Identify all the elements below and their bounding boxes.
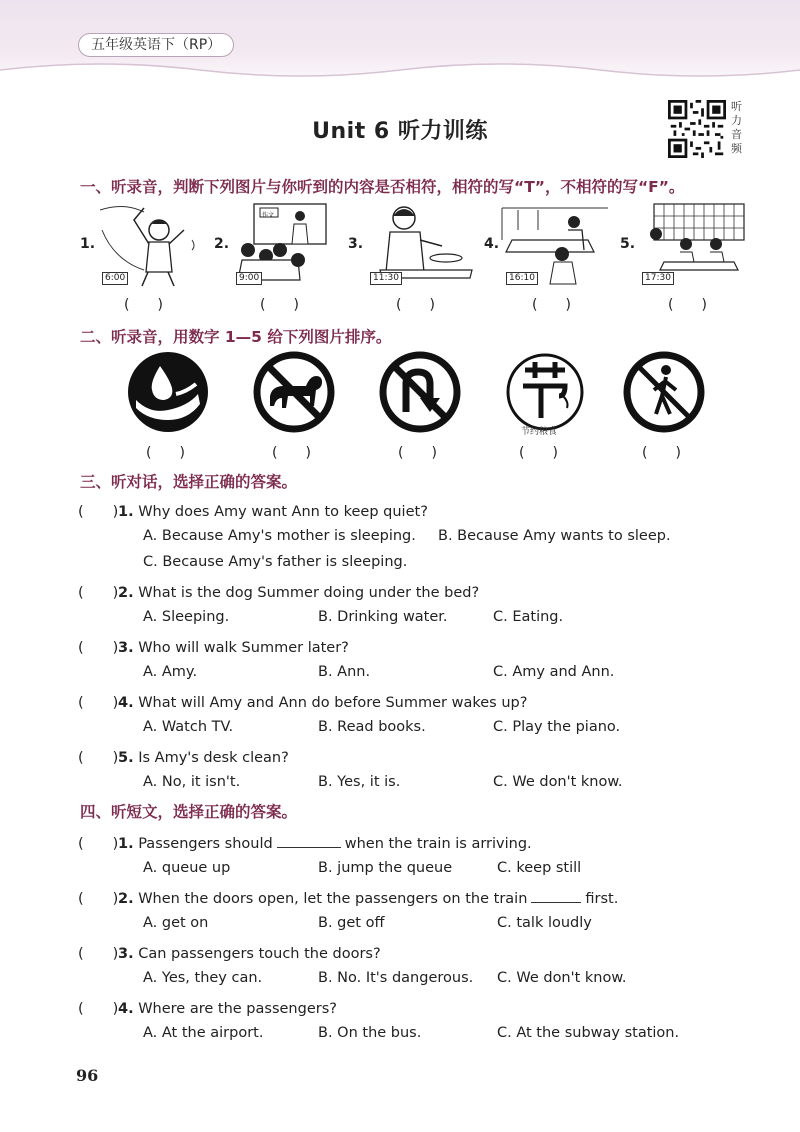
answer-paren[interactable]: ( ) xyxy=(78,695,119,711)
option-a[interactable]: A. queue up xyxy=(143,860,231,876)
option-c[interactable]: C. Because Amy's father is sleeping. xyxy=(143,554,408,570)
option-b[interactable]: B. Ann. xyxy=(318,664,371,680)
question-number: 4. xyxy=(118,695,134,711)
question-number: 3. xyxy=(118,640,134,656)
question-number: 2. xyxy=(118,891,134,907)
option-c[interactable]: C. talk loudly xyxy=(497,915,592,931)
question-text: Can passengers touch the doors? xyxy=(138,946,381,962)
save-food-sign-icon xyxy=(503,350,587,434)
part3-question-1 xyxy=(78,500,428,521)
picture-number: 4. xyxy=(484,236,500,252)
sign-answer-blank-1[interactable]: ( ) xyxy=(146,445,185,461)
page-number: 96 xyxy=(76,1066,99,1085)
water-sign-icon xyxy=(126,350,210,434)
answer-paren[interactable]: ( ) xyxy=(78,946,119,962)
part3-question-4 xyxy=(78,691,527,712)
question-number: 3. xyxy=(118,946,134,962)
picture-4 xyxy=(484,200,612,288)
section-4-heading: 四、听短文，选择正确的答案。 xyxy=(80,803,298,821)
sign-answer-blank-3[interactable]: ( ) xyxy=(398,445,437,461)
option-c[interactable]: C. keep still xyxy=(497,860,582,876)
part4-question-3 xyxy=(78,942,381,963)
time-label: 11:30 xyxy=(370,272,402,285)
picture-1 xyxy=(80,200,208,288)
option-a[interactable]: A. Yes, they can. xyxy=(143,970,263,986)
answer-paren[interactable]: ( ) xyxy=(78,891,119,907)
section-1-heading: 一、听录音，判断下列图片与你听到的内容是否相符，相符的写“T”，不相符的写“F”。 xyxy=(80,178,685,196)
question-number: 2. xyxy=(118,585,134,601)
sign-answer-blank-2[interactable]: ( ) xyxy=(272,445,311,461)
answer-blank-4[interactable]: ( ) xyxy=(532,297,571,313)
option-b[interactable]: B. jump the queue xyxy=(318,860,453,876)
part3-question-3 xyxy=(78,636,349,657)
option-c[interactable]: C. Amy and Ann. xyxy=(493,664,615,680)
time-label: 6:00 xyxy=(102,272,128,285)
option-b[interactable]: B. No. It's dangerous. xyxy=(318,970,474,986)
part4-question-2 xyxy=(78,887,618,908)
picture-number: 1. xyxy=(80,236,96,252)
section-2-heading: 二、听录音，用数字 1—5 给下列图片排序。 xyxy=(80,328,392,346)
option-c[interactable]: C. We don't know. xyxy=(497,970,627,986)
section-3-heading: 三、听对话，选择正确的答案。 xyxy=(80,473,298,491)
answer-blank-3[interactable]: ( ) xyxy=(396,297,435,313)
time-label: 9:00 xyxy=(236,272,262,285)
answer-paren[interactable]: ( ) xyxy=(78,750,119,766)
sign-answer-blank-5[interactable]: ( ) xyxy=(642,445,681,461)
option-b[interactable]: B. Drinking water. xyxy=(318,609,448,625)
question-text: What will Amy and Ann do before Summer wakes up? xyxy=(138,695,528,711)
answer-paren[interactable]: ( ) xyxy=(78,504,119,520)
picture-2 xyxy=(214,200,342,288)
option-c[interactable]: C. Play the piano. xyxy=(493,719,621,735)
option-c[interactable]: C. We don't know. xyxy=(493,774,623,790)
answer-blank-1[interactable]: ( ) xyxy=(124,297,163,313)
option-b[interactable]: B. On the bus. xyxy=(318,1025,422,1041)
option-a[interactable]: A. Amy. xyxy=(143,664,198,680)
question-text: Why does Amy want Ann to keep quiet? xyxy=(138,504,428,520)
option-a[interactable]: A. At the airport. xyxy=(143,1025,264,1041)
option-b[interactable]: B. Yes, it is. xyxy=(318,774,401,790)
option-b[interactable]: B. get off xyxy=(318,915,385,931)
answer-blank-5[interactable]: ( ) xyxy=(668,297,707,313)
option-a[interactable]: A. get on xyxy=(143,915,209,931)
option-a[interactable]: A. Watch TV. xyxy=(143,719,234,735)
question-text-after: when the train is arriving. xyxy=(344,836,532,852)
part4-question-4 xyxy=(78,997,337,1018)
question-text-before: When the doors open, let the passengers on the train xyxy=(138,891,528,907)
time-label: 16:10 xyxy=(506,272,538,285)
option-b[interactable]: B. Read books. xyxy=(318,719,426,735)
no-walking-sign-icon xyxy=(622,350,706,434)
question-text: Who will walk Summer later? xyxy=(138,640,349,656)
question-number: 4. xyxy=(118,1001,134,1017)
answer-paren[interactable]: ( ) xyxy=(78,836,119,852)
fill-blank[interactable] xyxy=(531,891,581,903)
no-u-turn-sign-icon xyxy=(378,350,462,434)
option-c[interactable]: C. At the subway station. xyxy=(497,1025,680,1041)
question-text: Is Amy's desk clean? xyxy=(138,750,289,766)
fill-blank[interactable] xyxy=(277,836,341,848)
option-a[interactable]: A. Because Amy's mother is sleeping. xyxy=(143,528,416,544)
question-number: 1. xyxy=(118,504,134,520)
answer-paren[interactable]: ( ) xyxy=(78,585,119,601)
question-number: 1. xyxy=(118,836,134,852)
picture-number: 5. xyxy=(620,236,636,252)
picture-3 xyxy=(348,200,476,288)
answer-blank-2[interactable]: ( ) xyxy=(260,297,299,313)
sign-answer-blank-4[interactable]: ( ) xyxy=(519,445,558,461)
option-a[interactable]: A. No, it isn't. xyxy=(143,774,241,790)
page-title: Unit 6 听力训练 xyxy=(312,119,488,144)
picture-5 xyxy=(620,200,748,288)
book-tag: 五年级英语下（RP） xyxy=(78,33,234,57)
picture-number: 3. xyxy=(348,236,364,252)
no-dogs-sign-icon xyxy=(252,350,336,434)
question-text-after: first. xyxy=(585,891,619,907)
qr-caption: 听力音频 xyxy=(731,100,742,155)
question-text: What is the dog Summer doing under the bed? xyxy=(138,585,480,601)
time-label: 17:30 xyxy=(642,272,674,285)
answer-paren[interactable]: ( ) xyxy=(78,640,119,656)
part3-question-5 xyxy=(78,746,289,767)
option-c[interactable]: C. Eating. xyxy=(493,609,564,625)
part4-question-1 xyxy=(78,832,532,853)
picture-number: 2. xyxy=(214,236,230,252)
question-text-before: Passengers should xyxy=(138,836,273,852)
question-number: 5. xyxy=(118,750,134,766)
board-text: 作文 xyxy=(262,212,275,219)
qr-code[interactable] xyxy=(668,100,726,158)
part3-question-2 xyxy=(78,581,479,602)
option-b[interactable]: B. Because Amy wants to sleep. xyxy=(438,528,671,544)
save-food-caption: 节约粮食 xyxy=(521,427,558,437)
question-text: Where are the passengers? xyxy=(138,1001,337,1017)
answer-paren[interactable]: ( ) xyxy=(78,1001,119,1017)
option-a[interactable]: A. Sleeping. xyxy=(143,609,230,625)
